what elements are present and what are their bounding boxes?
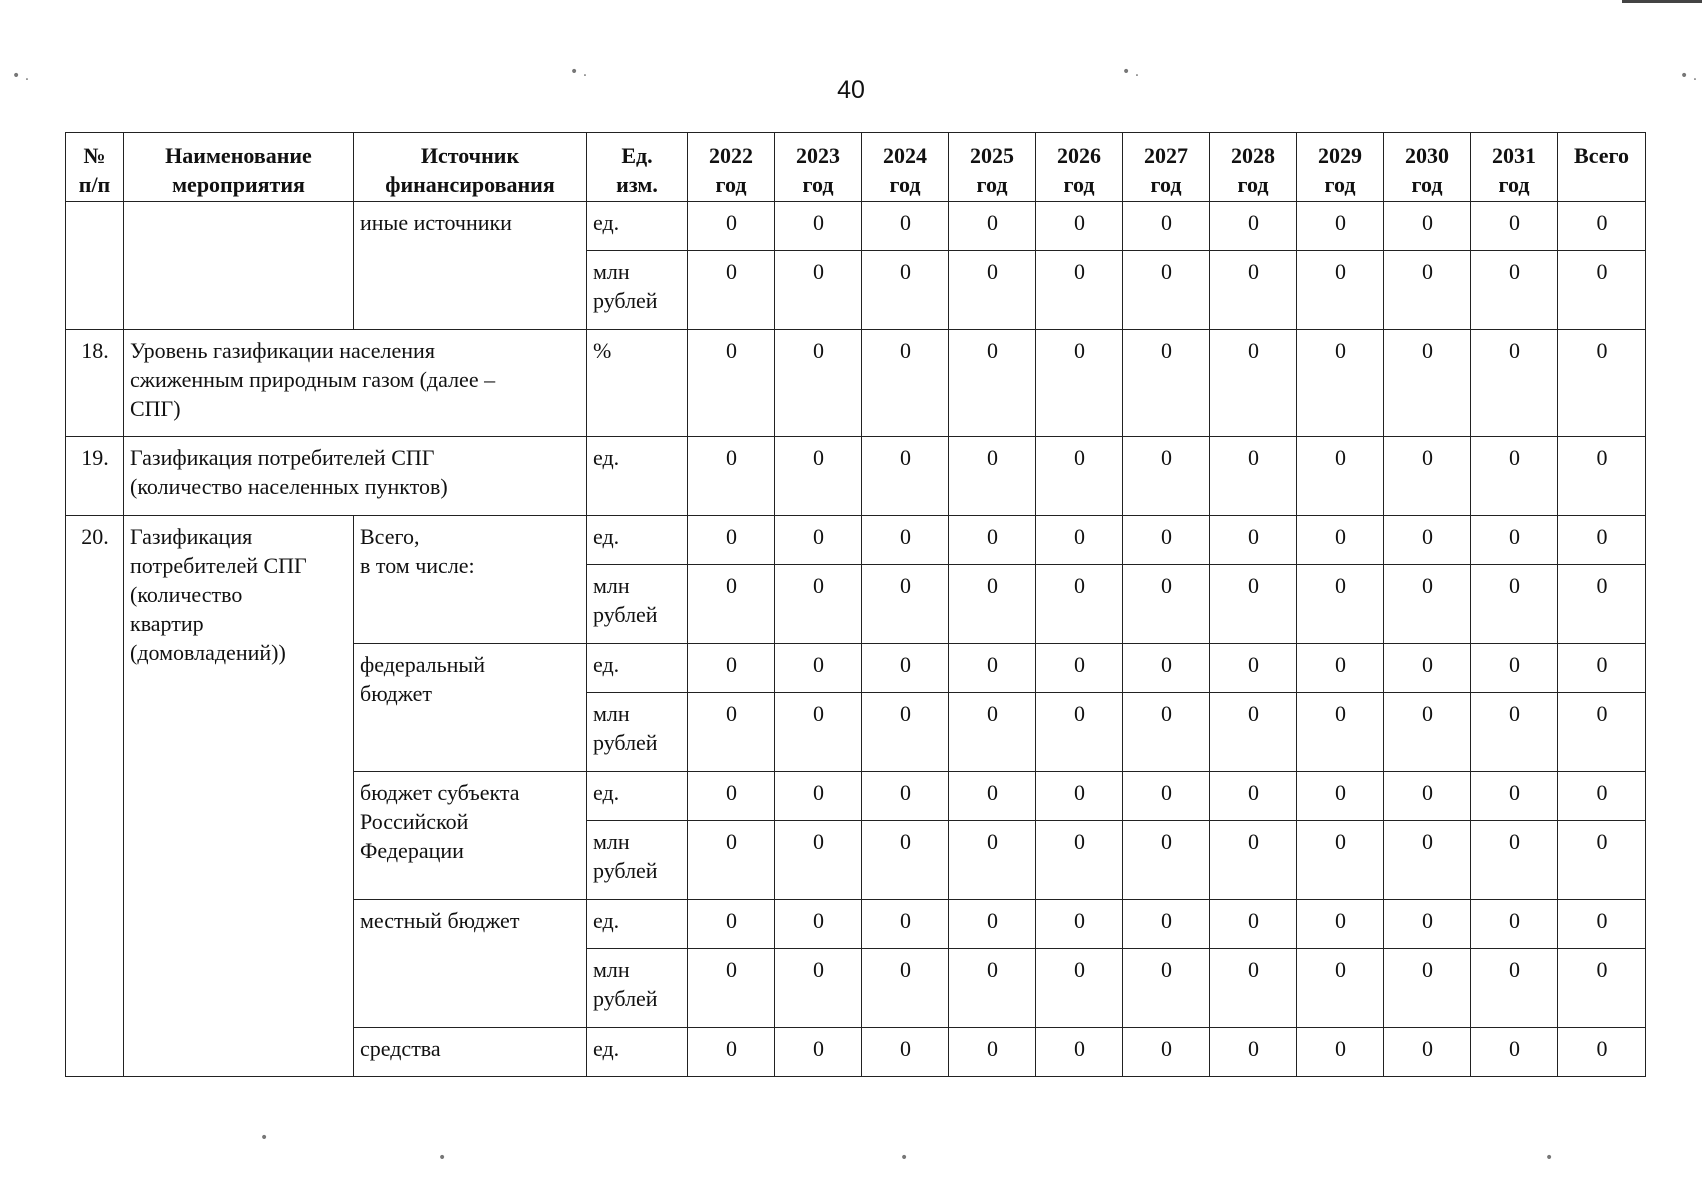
year-value-cell: 0	[1297, 949, 1384, 1028]
year-value-cell: 0	[1123, 437, 1210, 516]
header-year: 2030 год	[1384, 133, 1471, 202]
year-value-cell: 0	[1471, 693, 1558, 772]
year-value-cell: 0	[688, 772, 775, 821]
year-value-cell: 0	[688, 251, 775, 330]
unit-cell: ед.	[587, 1028, 688, 1077]
year-value-cell: 0	[775, 437, 862, 516]
year-value-cell: 0	[1384, 949, 1471, 1028]
year-value-cell: 0	[1036, 821, 1123, 900]
year-value-cell: 0	[1297, 437, 1384, 516]
index-cell	[66, 202, 124, 330]
year-value-cell: 0	[688, 693, 775, 772]
unit-cell: ед.	[587, 202, 688, 251]
year-value-cell: 0	[1036, 202, 1123, 251]
year-value-cell: 0	[1123, 821, 1210, 900]
year-value-cell: 0	[862, 1028, 949, 1077]
header-total: Всего	[1558, 133, 1646, 202]
name-cell: Газификация потребителей СПГ (количество квартир (домовладений))	[124, 516, 354, 1077]
unit-cell: млн рублей	[587, 821, 688, 900]
year-value-cell: 0	[1036, 900, 1123, 949]
year-value-cell: 0	[1471, 644, 1558, 693]
year-value-cell: 0	[688, 900, 775, 949]
year-value-cell: 0	[949, 202, 1036, 251]
unit-cell: ед.	[587, 516, 688, 565]
header-num: № п/п	[66, 133, 124, 202]
year-value-cell: 0	[1123, 949, 1210, 1028]
name-cell: Уровень газификации населения сжиженным природным газом (далее – СПГ)	[124, 330, 587, 437]
year-value-cell: 0	[949, 251, 1036, 330]
year-value-cell: 0	[1123, 251, 1210, 330]
year-value-cell: 0	[1210, 693, 1297, 772]
year-value-cell: 0	[1210, 949, 1297, 1028]
year-value-cell: 0	[1123, 644, 1210, 693]
total-cell: 0	[1558, 202, 1646, 251]
year-value-cell: 0	[1210, 251, 1297, 330]
year-value-cell: 0	[1384, 693, 1471, 772]
year-value-cell: 0	[949, 644, 1036, 693]
year-value-cell: 0	[1384, 202, 1471, 251]
year-value-cell: 0	[775, 330, 862, 437]
year-value-cell: 0	[1297, 251, 1384, 330]
scan-dot: • .	[1680, 68, 1698, 84]
year-value-cell: 0	[1210, 772, 1297, 821]
year-value-cell: 0	[775, 202, 862, 251]
table-row	[66, 516, 1646, 565]
year-value-cell: 0	[775, 516, 862, 565]
year-value-cell: 0	[862, 251, 949, 330]
total-cell: 0	[1558, 1028, 1646, 1077]
year-value-cell: 0	[1297, 693, 1384, 772]
year-value-cell: 0	[1297, 821, 1384, 900]
year-value-cell: 0	[1210, 516, 1297, 565]
year-value-cell: 0	[1210, 437, 1297, 516]
year-value-cell: 0	[862, 900, 949, 949]
year-value-cell: 0	[1471, 516, 1558, 565]
year-value-cell: 0	[862, 565, 949, 644]
index-cell: 19.	[66, 437, 124, 516]
year-value-cell: 0	[1123, 516, 1210, 565]
year-value-cell: 0	[1471, 821, 1558, 900]
source-cell: Всего, в том числе:	[354, 516, 587, 644]
scan-dot: •	[900, 1150, 909, 1166]
total-cell: 0	[1558, 516, 1646, 565]
source-cell: федеральный бюджет	[354, 644, 587, 772]
total-cell: 0	[1558, 949, 1646, 1028]
index-cell: 20.	[66, 516, 124, 1077]
year-value-cell: 0	[1036, 437, 1123, 516]
year-value-cell: 0	[862, 772, 949, 821]
scan-edge-line	[1622, 0, 1702, 3]
year-value-cell: 0	[949, 516, 1036, 565]
year-value-cell: 0	[1210, 330, 1297, 437]
total-cell: 0	[1558, 330, 1646, 437]
year-value-cell: 0	[1297, 565, 1384, 644]
year-value-cell: 0	[1036, 772, 1123, 821]
year-value-cell: 0	[1123, 565, 1210, 644]
source-cell: иные источники	[354, 202, 587, 330]
unit-cell: ед.	[587, 644, 688, 693]
year-value-cell: 0	[1210, 565, 1297, 644]
year-value-cell: 0	[949, 772, 1036, 821]
page-number: 40	[837, 76, 865, 104]
header-source: Источник финансирования	[354, 133, 587, 202]
year-value-cell: 0	[775, 900, 862, 949]
unit-cell: ед.	[587, 437, 688, 516]
year-value-cell: 0	[775, 949, 862, 1028]
total-cell: 0	[1558, 772, 1646, 821]
year-value-cell: 0	[1297, 330, 1384, 437]
header-year: 2027 год	[1123, 133, 1210, 202]
header-year: 2024 год	[862, 133, 949, 202]
total-cell: 0	[1558, 437, 1646, 516]
source-cell: бюджет субъекта Российской Федерации	[354, 772, 587, 900]
year-value-cell: 0	[949, 821, 1036, 900]
scan-dot: • .	[12, 68, 30, 84]
scan-dot: • .	[570, 64, 588, 80]
year-value-cell: 0	[1471, 565, 1558, 644]
year-value-cell: 0	[1297, 516, 1384, 565]
name-cell: Газификация потребителей СПГ (количество населенных пунктов)	[124, 437, 587, 516]
year-value-cell: 0	[775, 772, 862, 821]
year-value-cell: 0	[1210, 202, 1297, 251]
year-value-cell: 0	[775, 251, 862, 330]
year-value-cell: 0	[1123, 693, 1210, 772]
scan-dot: •	[1545, 1150, 1554, 1166]
year-value-cell: 0	[688, 949, 775, 1028]
year-value-cell: 0	[862, 516, 949, 565]
year-value-cell: 0	[1471, 772, 1558, 821]
year-value-cell: 0	[1036, 251, 1123, 330]
unit-cell: %	[587, 330, 688, 437]
year-value-cell: 0	[1384, 821, 1471, 900]
header-year: 2023 год	[775, 133, 862, 202]
year-value-cell: 0	[862, 437, 949, 516]
year-value-cell: 0	[949, 565, 1036, 644]
year-value-cell: 0	[1384, 1028, 1471, 1077]
header-year: 2025 год	[949, 133, 1036, 202]
year-value-cell: 0	[1384, 644, 1471, 693]
year-value-cell: 0	[949, 900, 1036, 949]
year-value-cell: 0	[1297, 202, 1384, 251]
scan-dot: •	[438, 1150, 447, 1166]
year-value-cell: 0	[1123, 772, 1210, 821]
year-value-cell: 0	[1471, 251, 1558, 330]
year-value-cell: 0	[1384, 516, 1471, 565]
year-value-cell: 0	[862, 644, 949, 693]
year-value-cell: 0	[1471, 900, 1558, 949]
year-value-cell: 0	[1036, 330, 1123, 437]
year-value-cell: 0	[688, 821, 775, 900]
year-value-cell: 0	[1036, 1028, 1123, 1077]
table-row	[66, 330, 1646, 437]
total-cell: 0	[1558, 900, 1646, 949]
name-cell	[124, 202, 354, 330]
unit-cell: млн рублей	[587, 949, 688, 1028]
header-year: 2029 год	[1297, 133, 1384, 202]
year-value-cell: 0	[688, 202, 775, 251]
year-value-cell: 0	[1384, 565, 1471, 644]
year-value-cell: 0	[1036, 516, 1123, 565]
year-value-cell: 0	[1210, 1028, 1297, 1077]
year-value-cell: 0	[775, 565, 862, 644]
year-value-cell: 0	[688, 330, 775, 437]
year-value-cell: 0	[949, 437, 1036, 516]
year-value-cell: 0	[862, 693, 949, 772]
header-row	[66, 133, 1646, 202]
year-value-cell: 0	[775, 644, 862, 693]
year-value-cell: 0	[862, 330, 949, 437]
scan-dot: •	[260, 1130, 269, 1146]
year-value-cell: 0	[688, 644, 775, 693]
unit-cell: ед.	[587, 772, 688, 821]
total-cell: 0	[1558, 644, 1646, 693]
year-value-cell: 0	[862, 821, 949, 900]
unit-cell: ед.	[587, 900, 688, 949]
header-name: Наименование мероприятия	[124, 133, 354, 202]
total-cell: 0	[1558, 821, 1646, 900]
year-value-cell: 0	[1297, 900, 1384, 949]
year-value-cell: 0	[1471, 202, 1558, 251]
year-value-cell: 0	[1384, 900, 1471, 949]
source-cell: средства	[354, 1028, 587, 1077]
source-cell: местный бюджет	[354, 900, 587, 1028]
year-value-cell: 0	[1471, 1028, 1558, 1077]
year-value-cell: 0	[1471, 437, 1558, 516]
header-year: 2022 год	[688, 133, 775, 202]
year-value-cell: 0	[949, 330, 1036, 437]
year-value-cell: 0	[949, 1028, 1036, 1077]
year-value-cell: 0	[1036, 565, 1123, 644]
year-value-cell: 0	[775, 693, 862, 772]
year-value-cell: 0	[1297, 1028, 1384, 1077]
year-value-cell: 0	[688, 565, 775, 644]
header-unit: Ед. изм.	[587, 133, 688, 202]
year-value-cell: 0	[1384, 772, 1471, 821]
year-value-cell: 0	[775, 1028, 862, 1077]
year-value-cell: 0	[1297, 644, 1384, 693]
header-year: 2028 год	[1210, 133, 1297, 202]
year-value-cell: 0	[688, 437, 775, 516]
year-value-cell: 0	[1210, 821, 1297, 900]
scan-dot: • .	[1122, 64, 1140, 80]
year-value-cell: 0	[1036, 693, 1123, 772]
year-value-cell: 0	[1123, 330, 1210, 437]
year-value-cell: 0	[1036, 644, 1123, 693]
year-value-cell: 0	[1471, 330, 1558, 437]
year-value-cell: 0	[1210, 644, 1297, 693]
year-value-cell: 0	[1384, 437, 1471, 516]
unit-cell: млн рублей	[587, 565, 688, 644]
year-value-cell: 0	[1210, 900, 1297, 949]
year-value-cell: 0	[1384, 251, 1471, 330]
year-value-cell: 0	[1036, 949, 1123, 1028]
table-row	[66, 202, 1646, 251]
year-value-cell: 0	[1123, 900, 1210, 949]
index-cell: 18.	[66, 330, 124, 437]
year-value-cell: 0	[1471, 949, 1558, 1028]
funding-table	[65, 132, 1646, 1077]
total-cell: 0	[1558, 251, 1646, 330]
total-cell: 0	[1558, 565, 1646, 644]
unit-cell: млн рублей	[587, 693, 688, 772]
year-value-cell: 0	[1297, 772, 1384, 821]
year-value-cell: 0	[862, 949, 949, 1028]
table-row	[66, 437, 1646, 516]
total-cell: 0	[1558, 693, 1646, 772]
year-value-cell: 0	[1123, 1028, 1210, 1077]
header-year: 2026 год	[1036, 133, 1123, 202]
year-value-cell: 0	[1384, 330, 1471, 437]
year-value-cell: 0	[862, 202, 949, 251]
header-year: 2031 год	[1471, 133, 1558, 202]
year-value-cell: 0	[949, 949, 1036, 1028]
year-value-cell: 0	[1123, 202, 1210, 251]
year-value-cell: 0	[949, 693, 1036, 772]
unit-cell: млн рублей	[587, 251, 688, 330]
year-value-cell: 0	[688, 1028, 775, 1077]
year-value-cell: 0	[775, 821, 862, 900]
year-value-cell: 0	[688, 516, 775, 565]
